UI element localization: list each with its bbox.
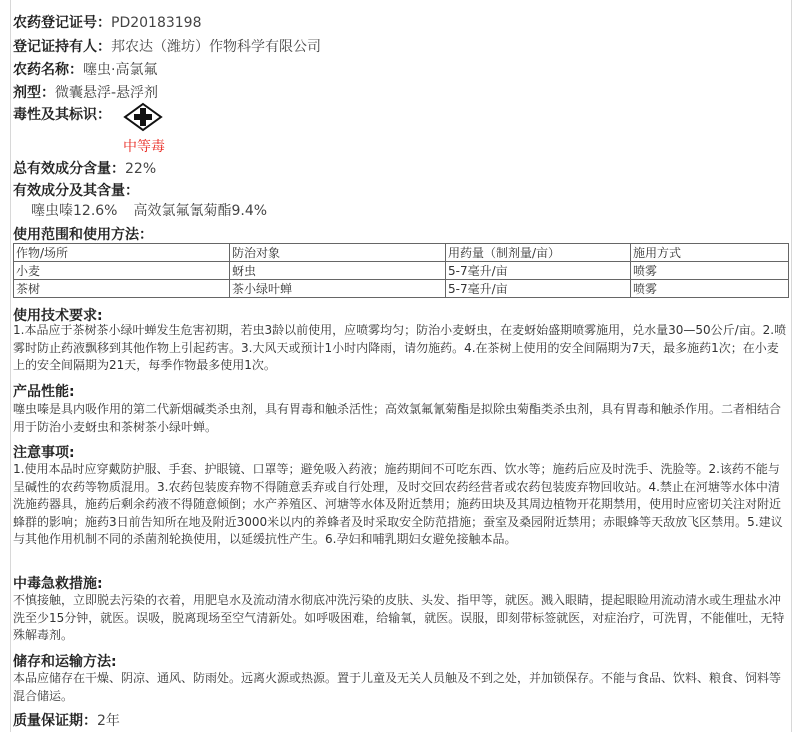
table-cell: 茶树 bbox=[14, 280, 230, 298]
table-header-cell: 作物/场所 bbox=[14, 244, 230, 262]
performance-label: 产品性能: bbox=[13, 384, 75, 400]
formulation-label: 剂型： bbox=[13, 85, 55, 101]
shelf-life-label: 质量保证期： bbox=[13, 713, 97, 729]
registration-value: PD20183198 bbox=[111, 15, 202, 31]
table-row bbox=[14, 280, 789, 298]
table-cell: 5-7毫升/亩 bbox=[446, 262, 631, 280]
total-content-label: 总有效成分含量： bbox=[13, 161, 125, 177]
usage-label: 使用范围和使用方法： bbox=[13, 227, 153, 243]
pesticide-label-document bbox=[10, 0, 792, 732]
precautions-label: 注意事项: bbox=[13, 445, 75, 461]
holder-row bbox=[13, 36, 321, 56]
table-cell: 喷雾 bbox=[631, 262, 789, 280]
shelf-life-value: 2年 bbox=[97, 713, 120, 729]
table-header-cell: 用药量（制剂量/亩） bbox=[446, 244, 631, 262]
ingredient-item: 噻虫嗪12.6% bbox=[31, 203, 118, 219]
total-content-value: 22% bbox=[125, 161, 157, 177]
toxicity-row bbox=[13, 104, 111, 124]
name-label: 农药名称： bbox=[13, 62, 83, 78]
shelf-life-row bbox=[13, 710, 120, 730]
storage-label: 储存和运输方法: bbox=[13, 654, 117, 670]
holder-value: 邦农达（潍坊）作物科学有限公司 bbox=[111, 39, 321, 55]
first-aid-label: 中毒急救措施: bbox=[13, 576, 103, 592]
table-header-row bbox=[14, 244, 789, 262]
technical-label: 使用技术要求: bbox=[13, 308, 103, 324]
ingredients-list bbox=[31, 200, 283, 220]
name-row bbox=[13, 59, 157, 79]
table-cell: 小麦 bbox=[14, 262, 230, 280]
table-cell: 茶小绿叶蝉 bbox=[230, 280, 446, 298]
table-header-cell: 施用方式 bbox=[631, 244, 789, 262]
usage-table bbox=[13, 243, 789, 298]
toxicity-diamond-icon bbox=[123, 102, 163, 132]
first-aid-text: 不慎接触，立即脱去污染的衣着，用肥皂水及流动清水彻底冲洗污染的皮肤、头发、指甲等，就医。溅入眼睛，提起眼睑用流动清水或生理盐水冲洗至少15分钟，就医。误吸，脱离现场至空气清新处。如呼吸困难，给输氧，就医。误服，即刻带标签就医，对症治疗，可洗胃，不能催吐，无特殊解毒剂。 bbox=[13, 593, 785, 642]
ingredients-label: 有效成分及其含量： bbox=[13, 183, 139, 199]
holder-label: 登记证持有人： bbox=[13, 39, 111, 55]
storage-text: 本品应储存在干燥、阴凉、通风、防雨处。远离火源或热源。置于儿童及无关人员触及不到之处，并加锁保存。不能与食品、饮料、粮食、饲料等混合储运。 bbox=[13, 671, 782, 703]
table-cell: 5-7毫升/亩 bbox=[446, 280, 631, 298]
total-content-row bbox=[13, 158, 156, 178]
ingredient-item: 高效氯氟氰菊酯9.4% bbox=[133, 203, 268, 219]
registration-row bbox=[13, 12, 201, 32]
performance-text: 噻虫嗪是具内吸作用的第二代新烟碱类杀虫剂，具有胃毒和触杀活性；高效氯氟氰菊酯是拟除虫菊酯类杀虫剂，具有胃毒和触杀作用。二者相结合用于防治小麦蚜虫和茶树茶小绿叶蝉。 bbox=[13, 402, 782, 434]
table-cell: 喷雾 bbox=[631, 280, 789, 298]
formulation-value: 微囊悬浮-悬浮剂 bbox=[55, 85, 159, 101]
toxicity-label: 毒性及其标识： bbox=[13, 107, 111, 123]
name-value: 噻虫·高氯氟 bbox=[83, 62, 158, 78]
table-row bbox=[14, 262, 789, 280]
registration-label: 农药登记证号： bbox=[13, 15, 111, 31]
formulation-row bbox=[13, 82, 158, 102]
toxicity-level-text: 中等毒 bbox=[123, 139, 165, 155]
table-header-cell: 防治对象 bbox=[230, 244, 446, 262]
technical-text: 1.本品应于茶树茶小绿叶蝉发生危害初期，若虫3龄以前使用，应喷雾均匀；防治小麦蚜虫，在麦蚜始盛期喷雾施用，兑水量30—50公斤/亩。2.喷雾时防止药液飘移到其他作物上引起药害。3.大风天或预计1小时内降雨，请勿施药。4.在茶树上使用的安全间隔期为7天，最多施药1次；在小麦上的安全间隔期为21天，每季作物最多使用1次。 bbox=[13, 323, 787, 372]
table-cell: 蚜虫 bbox=[230, 262, 446, 280]
precautions-text: 1.使用本品时应穿戴防护服、手套、护眼镜、口罩等；避免吸入药液；施药期间不可吃东西、饮水等；施药后应及时洗手、洗脸等。2.该药不能与呈碱性的农药等物质混用。3.农药包装废弃物不得随意丢弃或自行处理，及时交回农药经营者或农药包装废弃物回收站。4.禁止在河塘等水体中清洗施药器具，施药后剩余药液不得随意倾倒；水产养殖区、河塘等水体及附近禁用；施药田块及其周边植物开花期禁用，使用时应密切关注对附近蜂群的影响；施药3日前告知所在地及附近3000米以内的养蜂者及时采取安全防范措施；蚕室及桑园附近禁用；赤眼蜂等天敌放飞区禁用。5.建议与其他作用机制不同的杀菌剂轮换使用，以延缓抗性产生。6.孕妇和哺乳期妇女避免接触本品。 bbox=[13, 462, 783, 546]
